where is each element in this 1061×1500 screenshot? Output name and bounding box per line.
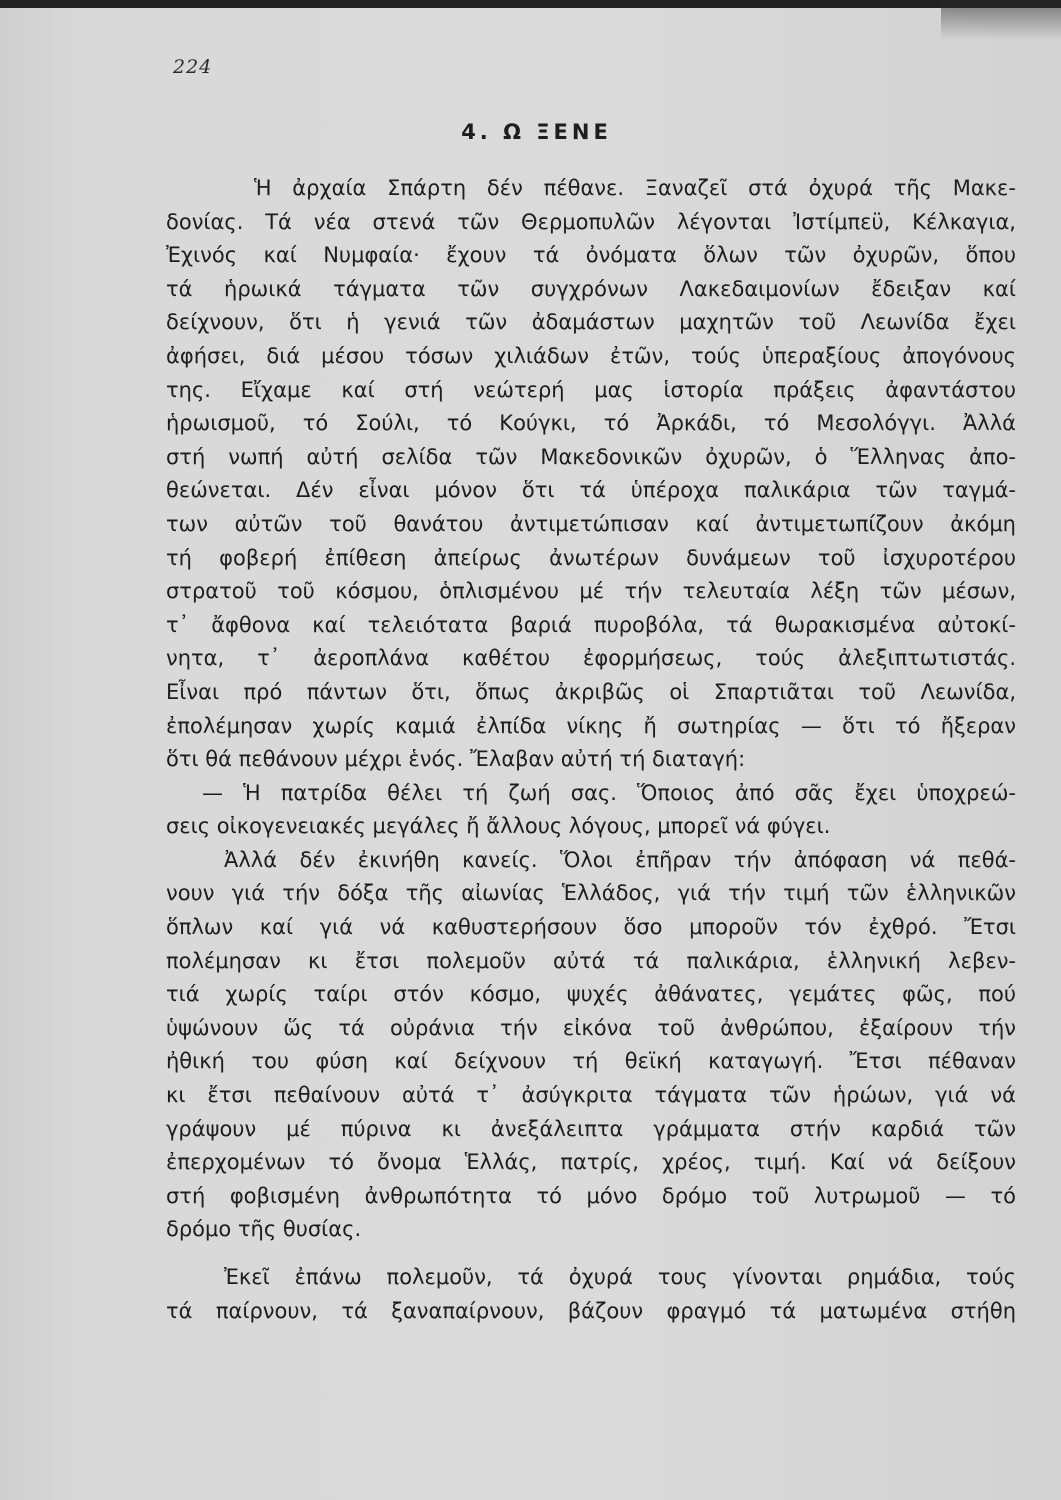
text-line: ἐπολέμησαν χωρίς καμιά ἐλπίδα νίκης ἤ σωτηρίας — ὅτι τό ἤξεραν [166,713,1016,738]
paragraph-gap [166,1247,1016,1261]
text-line: της. Εἴχαμε καί στή νεώτερή μας ἱστορία πράξεις ἀφαντάστου [166,377,1016,402]
text-line: ὅπλων καί γιά νά καθυστερήσουν ὅσο μποροῦν τόν ἐχθρό. Ἔτσι [166,915,1016,940]
text-line: γράψουν μέ πύρινα κι ἀνεξάλειπτα γράμματα στήν καρδιά τῶν [166,1116,1016,1141]
dialogue-line: — Ἡ πατρίδα θέλει τή ζωή σας. Ὅποιος ἀπό σᾶς ἔχει ὑποχρεώ- [202,780,1016,805]
text-line: στή νωπή αὐτή σελίδα τῶν Μακεδονικῶν ὀχυρῶν, ὁ Ἕλληνας ἀπο- [166,444,1016,469]
text-line: θεώνεται. Δέν εἶναι μόνον ὅτι τά ὑπέροχα παλικάρια τῶν ταγμά- [166,478,1016,503]
text-line: ἡρωισμοῦ, τό Σούλι, τό Κούγκι, τό Ἀρκάδι, τό Μεσολόγγι. Ἀλλά [166,411,1016,436]
text-line: τά ἡρωικά τάγματα τῶν συγχρόνων Λακεδαιμονίων ἔδειξαν καί [166,276,1016,301]
text-line: πολέμησαν κι ἔτσι πολεμοῦν αὐτά τά παλικάρια, ἑλληνική λεβεν- [166,948,1016,973]
text-line: τ᾽ ἄφθονα καί τελειότατα βαριά πυροβόλα, τά θωρακισμένα αὐτοκί- [166,612,1016,637]
text-line: νητα, τ᾽ ἀεροπλάνα καθέτου ἐφορμήσεως, τούς ἀλεξιπτωτιστάς. [166,646,1016,671]
chapter-title: 4. Ω ΞΕΝΕ [461,120,612,144]
text-line: Ἡ ἀρχαία Σπάρτη δέν πέθανε. Ξαναζεῖ στά ὀχυρά τῆς Μακε- [254,176,1016,200]
text-line: τή φοβερή ἐπίθεση ἀπείρως ἀνωτέρων δυνάμεων τοῦ ἰσχυροτέρου [166,545,1016,570]
text-line: Ἀλλά δέν ἐκινήθη κανείς. Ὅλοι ἐπῆραν τήν ἀπόφαση νά πεθά- [224,847,1016,872]
text-line: στρατοῦ τοῦ κόσμου, ὁπλισμένου μέ τήν τελευταία λέξη τῶν μέσων, [166,579,1016,604]
text-line: ἐπερχομένων τό ὄνομα Ἑλλάς, πατρίς, χρέος, τιμή. Καί νά δείξουν [166,1150,1016,1175]
page-number: 224 [173,56,213,78]
text-line: Εἶναι πρό πάντων ὅτι, ὅπως ἀκριβῶς οἱ Σπαρτιᾶται τοῦ Λεωνίδα, [166,679,1016,704]
text-line: στή φοβισμένη ἀνθρωπότητα τό μόνο δρόμο τοῦ λυτρωμοῦ — τό [166,1183,1016,1208]
scan-top-edge [0,0,1061,8]
text-line: ὑψώνουν ὥς τά οὐράνια τήν εἰκόνα τοῦ ἀνθρώπου, ἐξαίρουν τήν [166,1015,1016,1040]
text-line: δονίας. Τά νέα στενά τῶν Θερμοπυλῶν λέγονται Ἰστίμπεϋ, Κέλκαγια, [166,209,1016,234]
text-line: δρόμο τῆς θυσίας. [166,1217,362,1242]
text-line: Ἐχινός καί Νυμφαία· ἔχουν τά ὀνόματα ὅλων τῶν ὀχυρῶν, ὅπου [166,243,1016,268]
text-line: νουν γιά τήν δόξα τῆς αἰωνίας Ἑλλάδος, γιά τήν τιμή τῶν ἑλληνικῶν [166,881,1016,906]
text-line: των αὐτῶν τοῦ θανάτου ἀντιμετώπισαν καί ἀντιμετωπίζουν ἀκόμη [166,511,1016,536]
text-line: ὅτι θά πεθάνουν μέχρι ἑνός. Ἔλαβαν αὐτή τή διαταγή: [166,747,746,772]
text-line: δείχνουν, ὅτι ἡ γενιά τῶν ἀδαμάστων μαχητῶν τοῦ Λεωνίδα ἔχει [166,310,1016,335]
text-line: τιά χωρίς ταίρι στόν κόσμο, ψυχές ἀθάνατες, γεμάτες φῶς, πού [166,982,1016,1007]
scan-corner-shadow [941,0,1061,40]
text-line: Ἐκεῖ ἐπάνω πολεμοῦν, τά ὀχυρά τους γίνονται ρημάδια, τούς [224,1265,1016,1289]
body-text [166,172,1016,1328]
text-line: σεις οἰκογενειακές μεγάλες ἤ ἄλλους λόγους, μπορεῖ νά φύγει. [166,814,831,839]
text-line: ἠθική του φύση καί δείχνουν τή θεϊκή καταγωγή. Ἔτσι πέθαναν [166,1049,1016,1074]
text-line: κι ἔτσι πεθαίνουν αὐτά τ᾽ ἀσύγκριτα τάγματα τῶν ἡρώων, γιά νά [166,1083,1016,1108]
text-line: ἀφήσει, διά μέσου τόσων χιλιάδων ἐτῶν, τούς ὑπεραξίους ἀπογόνους [166,343,1016,368]
text-line: τά παίρνουν, τά ξαναπαίρνουν, βάζουν φραγμό τά ματωμένα στήθη [166,1298,1016,1323]
